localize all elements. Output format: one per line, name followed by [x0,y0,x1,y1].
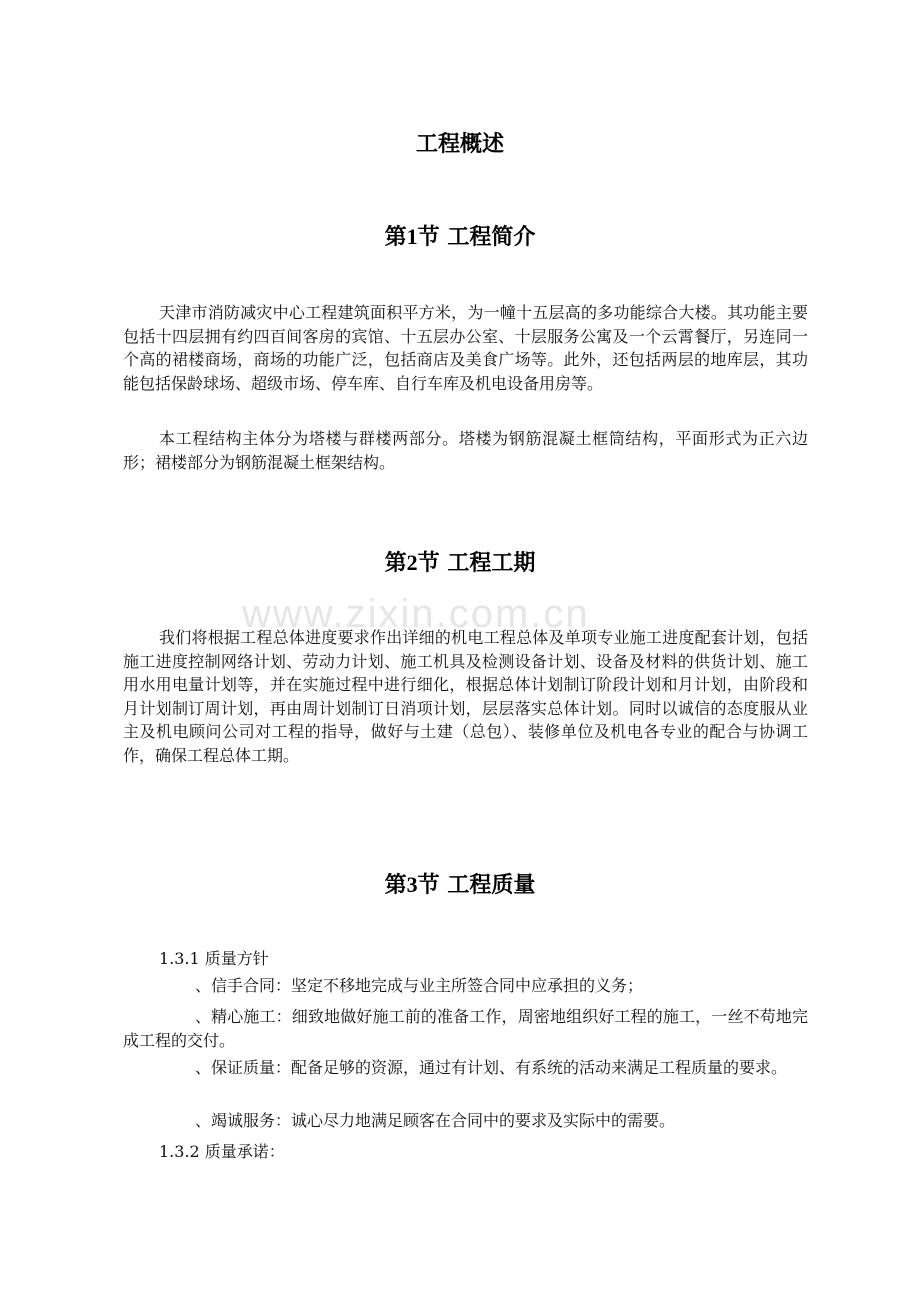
section-1-heading: 第1节 工程简介 [384,224,536,250]
section-2-heading: 第2节 工程工期 [384,550,536,576]
section-2-paragraph-1: 我们将根据工程总体进度要求作出详细的机电工程总体及单项专业施工进度配套计划，包括施工进度控制网络计划、劳动力计划、施工机具及检测设备计划、设备及材料的供货计划、施工用水用电量计划等，并在实施过程中进行细化，根据总体计划制订阶段计划和月计划，由阶段和月计划制订周计划，再由周计划制订日消项计划，层层落实总体计划。同时以诚信的态度服从业主及机电顾问公司对工程的指导，做好与土建（总包）、装修单位及机电各专业的配合与协调工作，确保工程总体工期。 [123,628,808,765]
section-1-paragraph-2: 本工程结构主体分为塔楼与群楼两部分。塔楼为钢筋混凝土框筒结构，平面形式为正六边形；裙楼部分为钢筋混凝土框架结构。 [123,429,808,472]
policy-item-2: 、精心施工：细致地做好施工前的准备工作，周密地组织好工程的施工，一丝不苟地完成工程的交付。 [123,1007,808,1050]
subsection-quality-commitment: 1.3.2 质量承诺： [159,1142,285,1161]
section-3-heading: 第3节 工程质量 [384,872,536,898]
page-title: 工程概述 [415,132,504,157]
policy-item-1: 、信手合同：坚定不移地完成与业主所签合同中应承担的义务； [195,976,644,995]
subsection-quality-policy: 1.3.1 质量方针 [159,949,269,968]
watermark: www.zixin.com.cn [242,592,590,636]
section-1-paragraph-1: 天津市消防减灾中心工程建筑面积平方米，为一幢十五层高的多功能综合大楼。其功能主要包括十四层拥有约四百间客房的宾馆、十五层办公室、十层服务公寓及一个云霄餐厅，另连同一个高的裙楼商场，商场的功能广泛，包括商店及美食广场等。此外，还包括两层的地库层，其功能包括保龄球场、超级市场、停车库、自行车库及机电设备用房等。 [123,303,808,393]
policy-item-4: 、竭诚服务：诚心尽力地满足顾客在合同中的要求及实际中的需要。 [195,1111,676,1130]
policy-item-3: 、保证质量：配备足够的资源，通过有计划、有系统的活动来满足工程质量的要求。 [195,1058,788,1077]
